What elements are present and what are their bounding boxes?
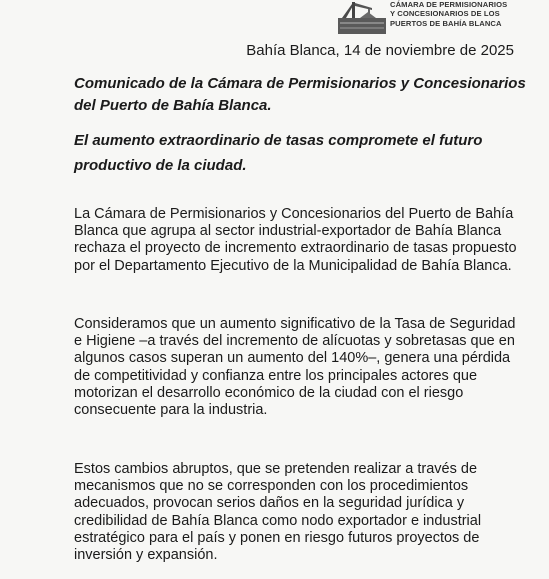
body-paragraph: La Cámara de Permisionarios y Concesionarios del Puerto de Bahía Blanca que agrupa al sector industrial-exportador de Bahía Blanca rechaza el proyecto de incremento extraordinario de tasas propuesto por el Departamento Ejecutivo de la Municipalidad de Bahía Blanca.	[74, 206, 517, 274]
body-paragraph: Estos cambios abruptos, que se pretenden realizar a través de mecanismos que no se corresponden con los procedimientos adecuados, provocan serios daños en la seguridad jurídica y credibilidad de Bahía Blanca como nodo exportador e industrial estratégico para el país y ponen en riesgo futuros proyectos de inversión y expansión.	[74, 461, 482, 564]
document-heading: Comunicado de la Cámara de Permisionarios y Concesionarios del Puerto de Bahía Blanca.	[74, 75, 526, 114]
organization-name	[390, 0, 507, 28]
document-date: Bahía Blanca, 14 de noviembre de 2025	[246, 42, 514, 59]
org-name-line: Y CONCESIONARIOS DE LOS	[390, 9, 500, 19]
port-crane-logo-icon	[338, 0, 386, 34]
document-subheading: El aumento extraordinario de tasas compromete el futuro productivo de la ciudad.	[74, 132, 483, 174]
org-name-line: PUERTOS DE BAHÍA BLANCA	[390, 18, 502, 28]
body-paragraph: Consideramos que un aumento significativo de la Tasa de Seguridad e Higiene –a través del incremento de alícuotas y sobretasas que en algunos casos superan un aumento del 140%–, genera una pérdida de competitividad y confianza entre los principales actores que motorizan el desarrollo económico de la ciudad con el riesgo consecuente para la industria.	[74, 316, 516, 419]
letterhead	[338, 0, 549, 34]
org-name-line: CÁMARA DE PERMISIONARIOS	[390, 0, 508, 9]
